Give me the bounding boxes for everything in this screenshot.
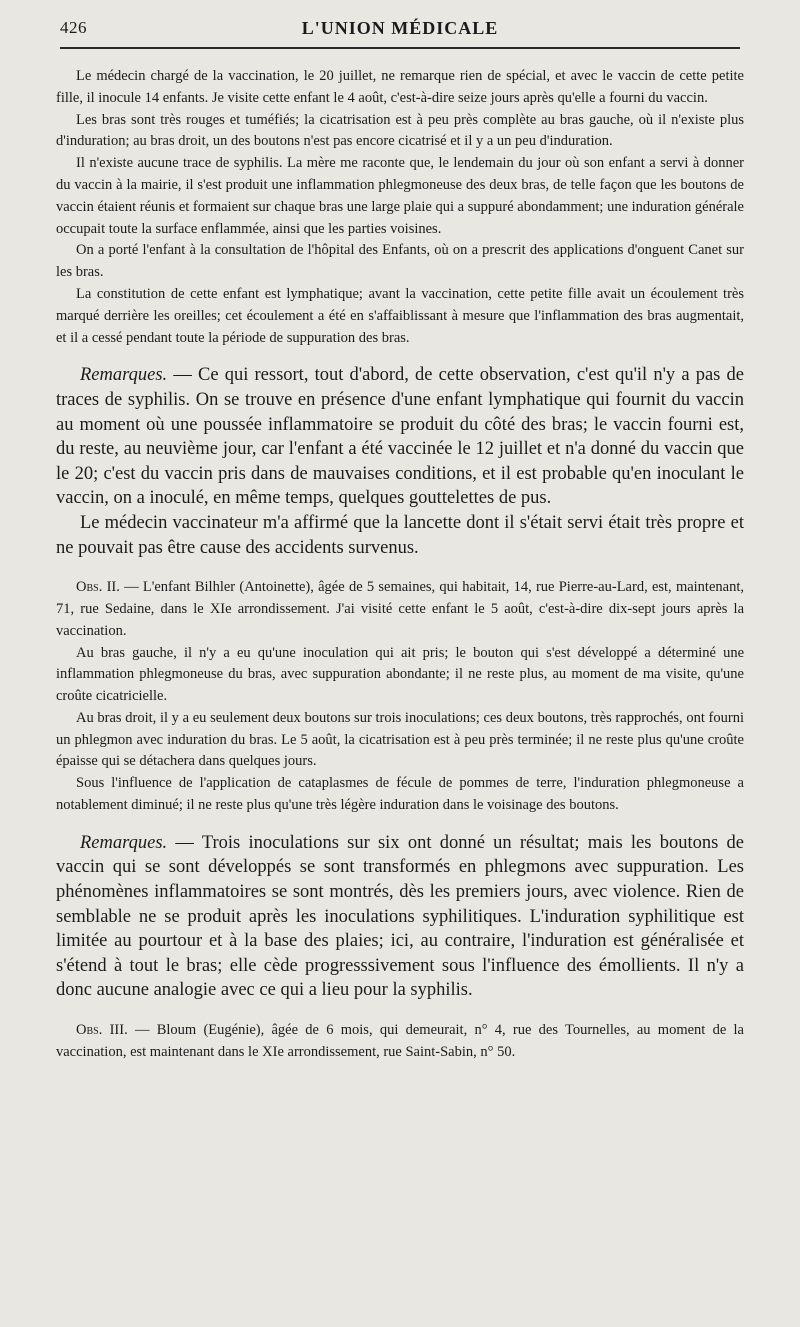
remarks-1-second-paragraph: Le médecin vaccinateur m'a affirmé que la lancette dont il s'était servi était très propre et ne pouvait pas être cause des accidents survenus. bbox=[56, 512, 744, 558]
obs3-label: Obs. III. bbox=[76, 1022, 128, 1039]
remarks-2-text: — Trois inoculations sur six ont donné un résultat; mais les boutons de vaccin qui se sont développés se sont transformés en phlegmons avec suppuration. Les phénomènes inflammatoires se sont montrés, dès les premiers jours, avec violence. Rien de semblable ne se produit après les inoculations syphilitiques. L'induration syphilitique est limitée au pourtour et à la base des plaies; ici, au contraire, l'induration est généralisée et s'étend à tout le bras; elle cède progresssivement sous l'influence des émollients. Il n'y a donc aucune analogie avec ce qui a lieu pour la syphilis. bbox=[56, 832, 744, 1001]
remarks-1-heading: Remarques. bbox=[80, 365, 168, 386]
obs1-paragraph: On a porté l'enfant à la consultation de l'hôpital des Enfants, où on a prescrit des applications d'onguent Canet sur les bras. bbox=[56, 242, 744, 281]
obs3-intro-text: — Bloum (Eugénie), âgée de 6 mois, qui demeurait, n° 4, rue des Tournelles, au moment de la vaccination, est maintenant dans le XIe arrondissement, rue Saint-Sabin, n° 50. bbox=[56, 1022, 744, 1060]
remarks-2-heading: Remarques. bbox=[80, 832, 168, 853]
remarks-1-paragraph bbox=[56, 363, 744, 511]
page-header bbox=[60, 14, 740, 44]
remarks-1-text: — Ce qui ressort, tout d'abord, de cette observation, c'est qu'il n'y a pas de traces de syphilis. On se trouve en présence d'une enfant lymphatique qui fournit du vaccin au moment où une poussée inflammatoire se produit du côté des bras; le vaccin fourni est, du reste, au neuvième jour, car l'enfant a été vaccinée le 12 juillet et n'a donné du vaccin que le 20; c'est du vaccin pris dans de mauvaises conditions, et il est probable qu'en inoculant le vaccin, on a inoculé, en même temps, quelques gouttelettes de pus. bbox=[56, 365, 744, 509]
obs3-intro bbox=[56, 1020, 744, 1064]
page-body bbox=[56, 66, 744, 1064]
obs2-paragraph: Au bras droit, il y a eu seulement deux boutons sur trois inoculations; ces deux boutons, très rapprochés, ont fourni un phlegmon avec induration du bras. Le 5 août, la cicatrisation est à peu près terminée; il ne reste plus qu'une croûte épaisse qui se détachera dans quelques jours. bbox=[56, 709, 744, 770]
obs2-intro-text: — L'enfant Bilhler (Antoinette), âgée de 5 semaines, qui habitait, 14, rue Pierre-au-Lard, est, maintenant, 71, rue Sedaine, dans le XIe arrondissement. J'ai visité cette enfant le 5 août, c'est-à-dire dix-sept jours après la vaccination. bbox=[56, 579, 744, 639]
obs1-paragraph: Les bras sont très rouges et tuméfiés; la cicatrisation est à peu près complète au bras gauche, où il n'existe plus d'induration; au bras droit, un des boutons n'est pas encore cicatrisé et il y a un peu d'induration. bbox=[56, 111, 744, 150]
obs1-paragraph: La constitution de cette enfant est lymphatique; avant la vaccination, cette petite fille avait un écoulement très marqué derrière les oreilles; cet écoulement a été en s'affaiblissant à mesure que l'inflammation des bras augmentait, et il a cessé pendant toute la période de suppuration des bras. bbox=[56, 285, 744, 346]
obs2-paragraph: Sous l'influence de l'application de cataplasmes de fécule de pommes de terre, l'induration phlegmoneuse a notablement diminué; il ne reste plus qu'une très légère induration dans le voisinage des boutons. bbox=[56, 775, 744, 814]
obs2-label: Obs. II. bbox=[76, 579, 120, 596]
obs1-paragraph: Il n'existe aucune trace de syphilis. La mère me raconte que, le lendemain du jour où son enfant a servi à donner du vaccin à la mairie, il s'est produit une inflammation phlegmoneuse des deux bras, de telle façon que les boutons de vaccin étaient réunis et formaient sur chaque bras une large plaie qui a suppuré abondamment; une induration générale occupait toute la surface enflammée, ainsi que les parties voisines. bbox=[56, 155, 744, 237]
obs2-intro bbox=[56, 577, 744, 642]
obs1-paragraph: Le médecin chargé de la vaccination, le 20 juillet, ne remarque rien de spécial, et avec le vaccin de cette petite fille, il inocule 14 enfants. Je visite cette enfant le 4 août, c'est-à-dire seize jours après qu'elle a fourni du vaccin. bbox=[56, 68, 744, 106]
obs2-paragraph: Au bras gauche, il n'y a eu qu'une inoculation qui ait pris; le bouton qui s'est développé a déterminé une inflammation phlegmoneuse du bras, avec suppuration abondante; il ne reste plus, au moment de ma visite, qu'une croûte cicatricielle. bbox=[56, 644, 744, 705]
running-title: L'UNION MÉDICALE bbox=[301, 18, 499, 38]
page-number: 426 bbox=[60, 18, 87, 37]
header-rule bbox=[60, 47, 740, 49]
remarks-2-paragraph bbox=[56, 831, 744, 1003]
